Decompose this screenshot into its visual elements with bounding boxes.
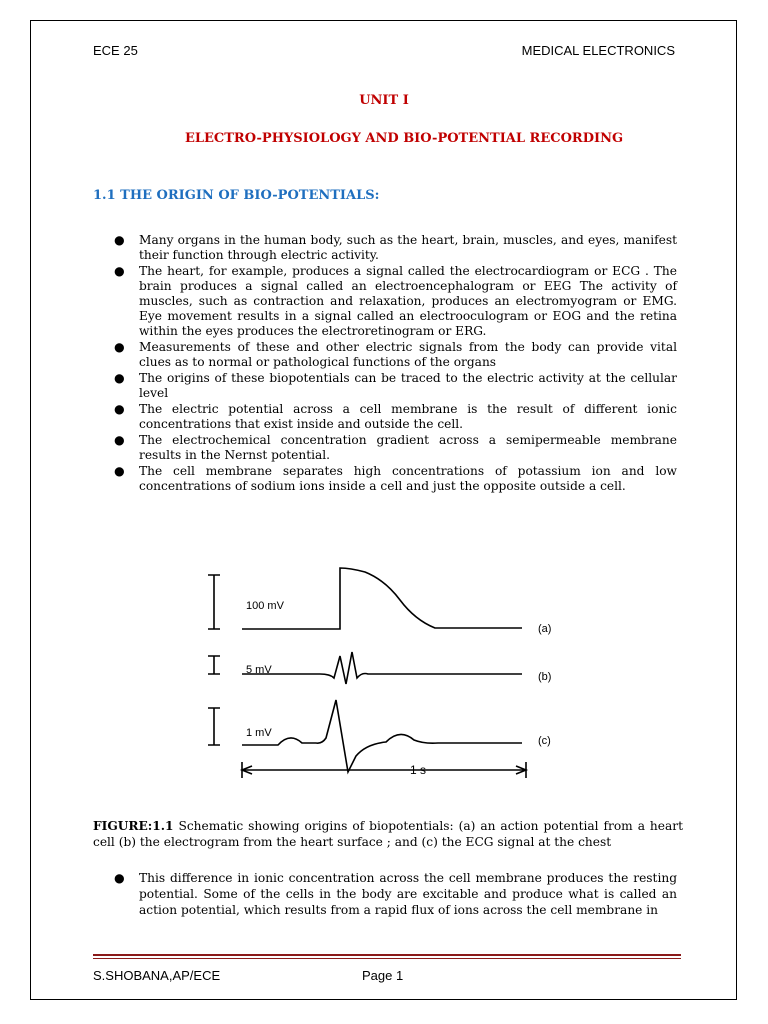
bullet-icon: ●	[114, 871, 125, 885]
bullet-icon: ●	[114, 433, 125, 447]
list-item-text: The heart, for example, produces a signal called the electrocardiogram or ECG . The brain produces a signal called an electroencephalogram or EEG The activity of muscles, such as contraction and relaxation, produces an electromyogram or EMG. Eye movement results in a signal called an electrooculogram or EOG and the retina within the eyes produces the electroretinogram or ERG.	[139, 264, 677, 338]
list-item-text: The origins of these biopotentials can be traced to the electric activity at the cellular level	[139, 371, 677, 400]
page-border	[30, 20, 737, 1000]
list-item	[93, 371, 677, 401]
list-item-text: Many organs in the human body, such as the heart, brain, muscles, and eyes, manifest their function through electric activity.	[139, 233, 677, 262]
list-item	[93, 340, 677, 370]
header-course-code: ECE 25	[93, 43, 138, 58]
time-scale-line	[242, 762, 526, 778]
scale-label-a: 100 mV	[246, 600, 284, 612]
bullet-list	[93, 233, 677, 495]
figure-caption-text: Schematic showing origins of biopotentials: (a) an action potential from a heart cell (b) the electrogram from the heart surface ; and (c) the ECG signal at the chest	[93, 819, 683, 849]
bullet-icon: ●	[114, 464, 125, 478]
figure-caption	[93, 818, 683, 850]
footer-rule-thin	[93, 958, 681, 959]
bullet-icon: ●	[114, 402, 125, 416]
scale-label-c: 1 mV	[246, 727, 272, 739]
bullet-icon: ●	[114, 340, 125, 354]
list-item	[93, 233, 677, 263]
footer-author: S.SHOBANA,AP/ECE	[93, 968, 221, 983]
bullet-icon: ●	[114, 233, 125, 247]
bullet-icon: ●	[114, 371, 125, 385]
bullet-list-continued	[93, 870, 677, 918]
list-item	[93, 433, 677, 463]
time-scale-label: 1 s	[410, 763, 427, 777]
footer-page-number: Page 1	[362, 968, 404, 983]
biopotential-figure	[200, 560, 580, 790]
list-item	[93, 264, 677, 339]
section-heading: 1.1 THE ORIGIN OF BIO-POTENTIALS:	[93, 188, 380, 203]
list-item-text: This difference in ionic concentration across the cell membrane produces the resting potential. Some of the cells in the body are excitable and produce what is called an action potential, which results from a rapid flux of ions across the cell membrane in	[139, 871, 677, 917]
figure-caption-number: FIGURE:1.1	[93, 819, 174, 833]
scale-bar-a	[208, 575, 220, 629]
list-item	[93, 870, 677, 918]
trace-b-electrogram	[242, 652, 522, 684]
unit-title: UNIT I	[359, 93, 409, 108]
list-item	[93, 402, 677, 432]
bullet-icon: ●	[114, 264, 125, 278]
list-item	[93, 464, 677, 494]
list-item-text: The electrochemical concentration gradient across a semipermeable membrane results in the Nernst potential.	[139, 433, 677, 462]
list-item-text: The electric potential across a cell membrane is the result of different ionic concentrations that exist inside and outside the cell.	[139, 402, 677, 431]
scale-bar-b	[208, 656, 220, 674]
trace-c-ecg	[242, 700, 522, 772]
trace-label-c: (c)	[538, 735, 551, 747]
scale-label-b: 5 mV	[246, 664, 272, 676]
trace-label-a: (a)	[538, 623, 552, 635]
trace-a-action-potential	[242, 568, 522, 629]
trace-label-b: (b)	[538, 671, 552, 683]
header-subject: MEDICAL ELECTRONICS	[521, 43, 675, 58]
list-item-text: The cell membrane separates high concentrations of potassium ion and low concentrations of sodium ions inside a cell and just the opposite outside a cell.	[139, 464, 677, 493]
scale-bar-c	[208, 708, 220, 745]
main-title: ELECTRO-PHYSIOLOGY AND BIO-POTENTIAL RECORDING	[184, 131, 624, 146]
footer-rule	[93, 954, 681, 956]
list-item-text: Measurements of these and other electric signals from the body can provide vital clues as to normal or pathological functions of the organs	[139, 340, 677, 369]
